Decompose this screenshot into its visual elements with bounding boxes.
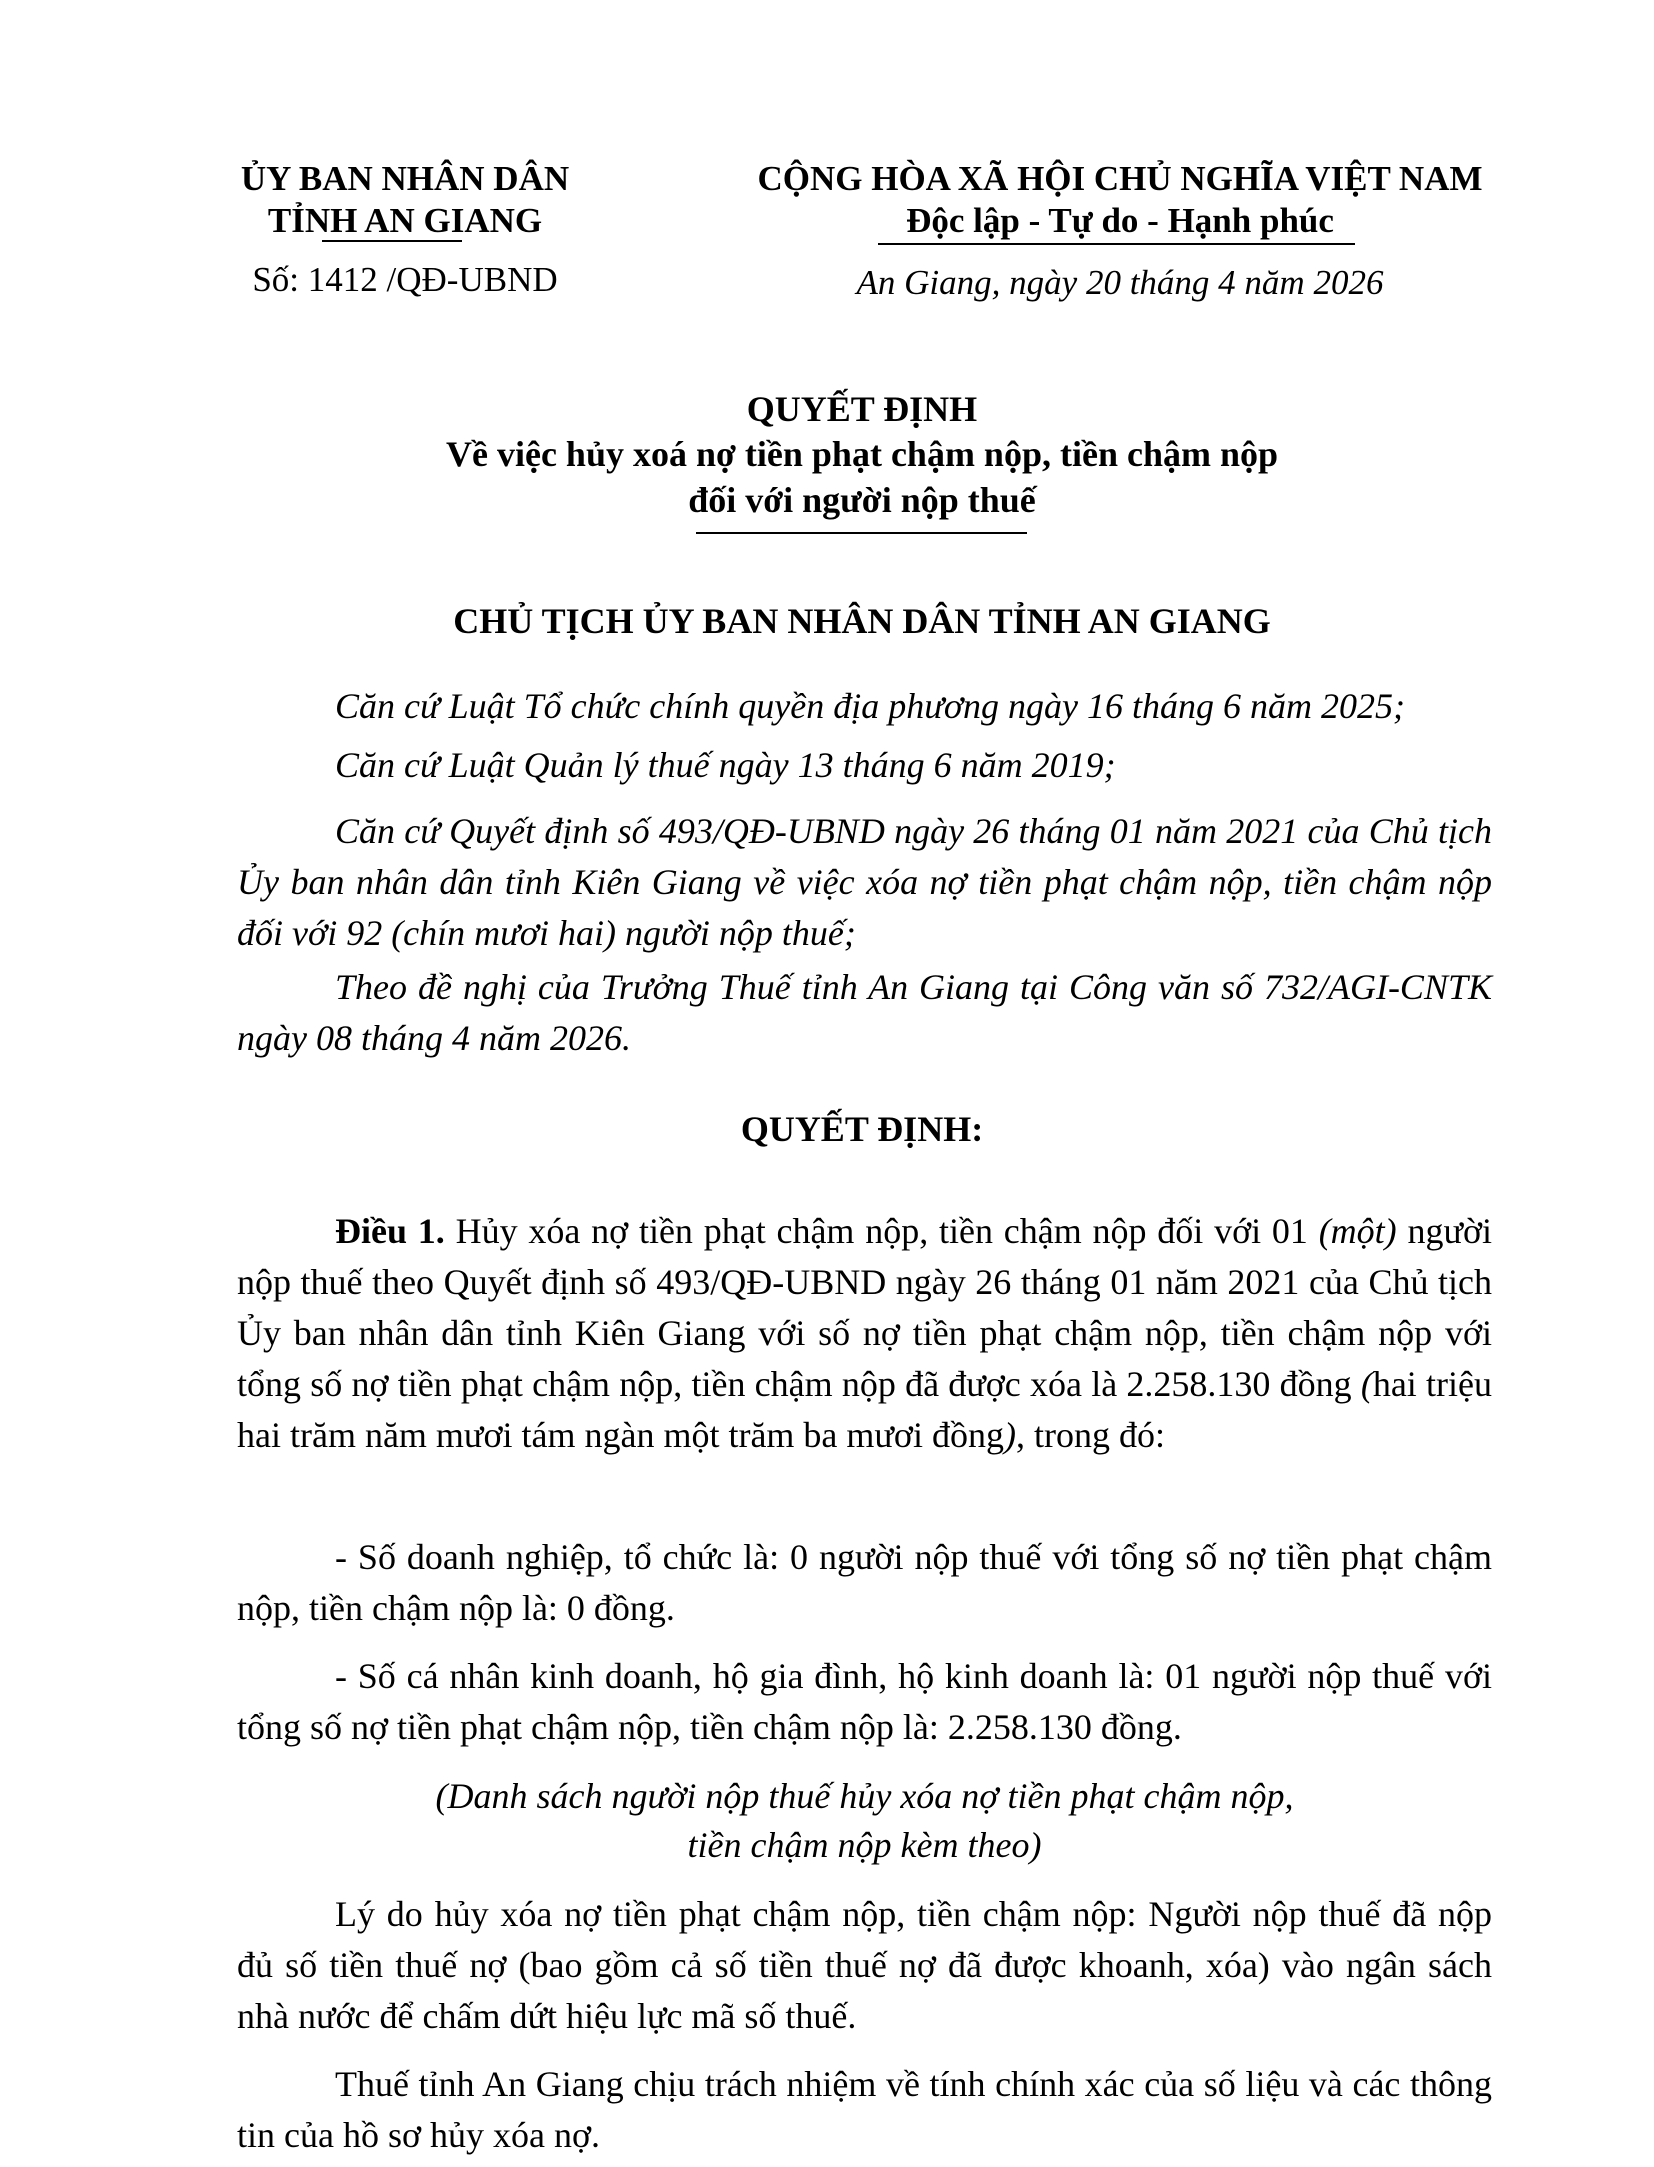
article-1-label: Điều 1. [335, 1211, 445, 1251]
document-title: QUYẾT ĐỊNH [746, 389, 978, 429]
article-1-reason: Lý do hủy xóa nợ tiền phạt chậm nộp, tiền chậm nộp: Người nộp thuế đã nộp đủ số tiền thuế nợ (bao gồm cả số tiền thuế nợ đã được khoanh, xóa) vào ngân sách nhà nước để chấm dứt hiệu lực mã số thuế. [237, 1894, 1492, 2036]
article-1-item-organizations: - Số doanh nghiệp, tổ chức là: 0 người nộp thuế với tổng số nợ tiền phạt chậm nộp, tiền chậm nộp là: 0 đồng. [237, 1537, 1492, 1628]
place-date: An Giang, ngày 20 tháng 4 năm 2026 [856, 263, 1384, 302]
document-number: Số: 1412 /QĐ-UBND [252, 260, 558, 299]
attachment-note-line1: (Danh sách người nộp thuế hủy xóa nợ tiền phạt chậm nộp, [435, 1776, 1294, 1816]
agency-name-line1: ỦY BAN NHÂN DÂN [240, 159, 570, 198]
document-subject-line2: đối với người nộp thuế [688, 480, 1036, 520]
document-subject-line1: Về việc hủy xoá nợ tiền phạt chậm nộp, tiền chậm nộp [445, 434, 1278, 474]
attachment-note-line2: tiền chậm nộp kèm theo) [687, 1825, 1042, 1865]
decision-heading: QUYẾT ĐỊNH: [740, 1109, 984, 1149]
issuing-authority: CHỦ TỊCH ỦY BAN NHÂN DÂN TỈNH AN GIANG [453, 601, 1271, 641]
legal-basis-4: Theo đề nghị của Trưởng Thuế tỉnh An Giang tại Công văn số 732/AGI-CNTK ngày 08 tháng 4 năm 2026. [237, 967, 1492, 1058]
article-1: Điều 1. Hủy xóa nợ tiền phạt chậm nộp, tiền chậm nộp đối với 01 (một) người nộp thuế theo Quyết định số 493/QĐ-UBND ngày 26 tháng 01 năm 2021 của Chủ tịch Ủy ban nhân dân tỉnh Kiên Giang với số nợ tiền phạt chậm nộp, tiền chậm nộp với tổng số nợ tiền phạt chậm nộp, tiền chậm nộp đã được xóa là 2.258.130 đồng (hai triệu hai trăm năm mươi tám ngàn một trăm ba mươi đồng), trong đó: [237, 1211, 1493, 1455]
agency-underline [322, 240, 462, 242]
article-1-item-individuals: - Số cá nhân kinh doanh, hộ gia đình, hộ kinh doanh là: 01 người nộp thuế với tổng số nợ tiền phạt chậm nộp, tiền chậm nộp là: 2.258.130 đồng. [237, 1656, 1492, 1747]
article-1-responsibility: Thuế tỉnh An Giang chịu trách nhiệm về tính chính xác của số liệu và các thông tin của hồ sơ hủy xóa nợ. [237, 2064, 1492, 2155]
motto-underline [878, 243, 1355, 245]
title-underline [696, 532, 1027, 534]
legal-basis-1: Căn cứ Luật Tổ chức chính quyền địa phương ngày 16 tháng 6 năm 2025; [335, 686, 1406, 726]
agency-name-line2: TỈNH AN GIANG [267, 201, 543, 240]
legal-basis-3: Căn cứ Quyết định số 493/QĐ-UBND ngày 26 tháng 01 năm 2021 của Chủ tịch Ủy ban nhân dân tỉnh Kiên Giang về việc xóa nợ tiền phạt chậm nộp, tiền chậm nộp đối với 92 (chín mươi hai) người nộp thuế; [237, 811, 1492, 953]
national-motto: Độc lập - Tự do - Hạnh phúc [906, 201, 1334, 240]
country-name: CỘNG HÒA XÃ HỘI CHỦ NGHĨA VIỆT NAM [757, 159, 1483, 198]
legal-basis-2: Căn cứ Luật Quản lý thuế ngày 13 tháng 6 năm 2019; [335, 745, 1116, 785]
